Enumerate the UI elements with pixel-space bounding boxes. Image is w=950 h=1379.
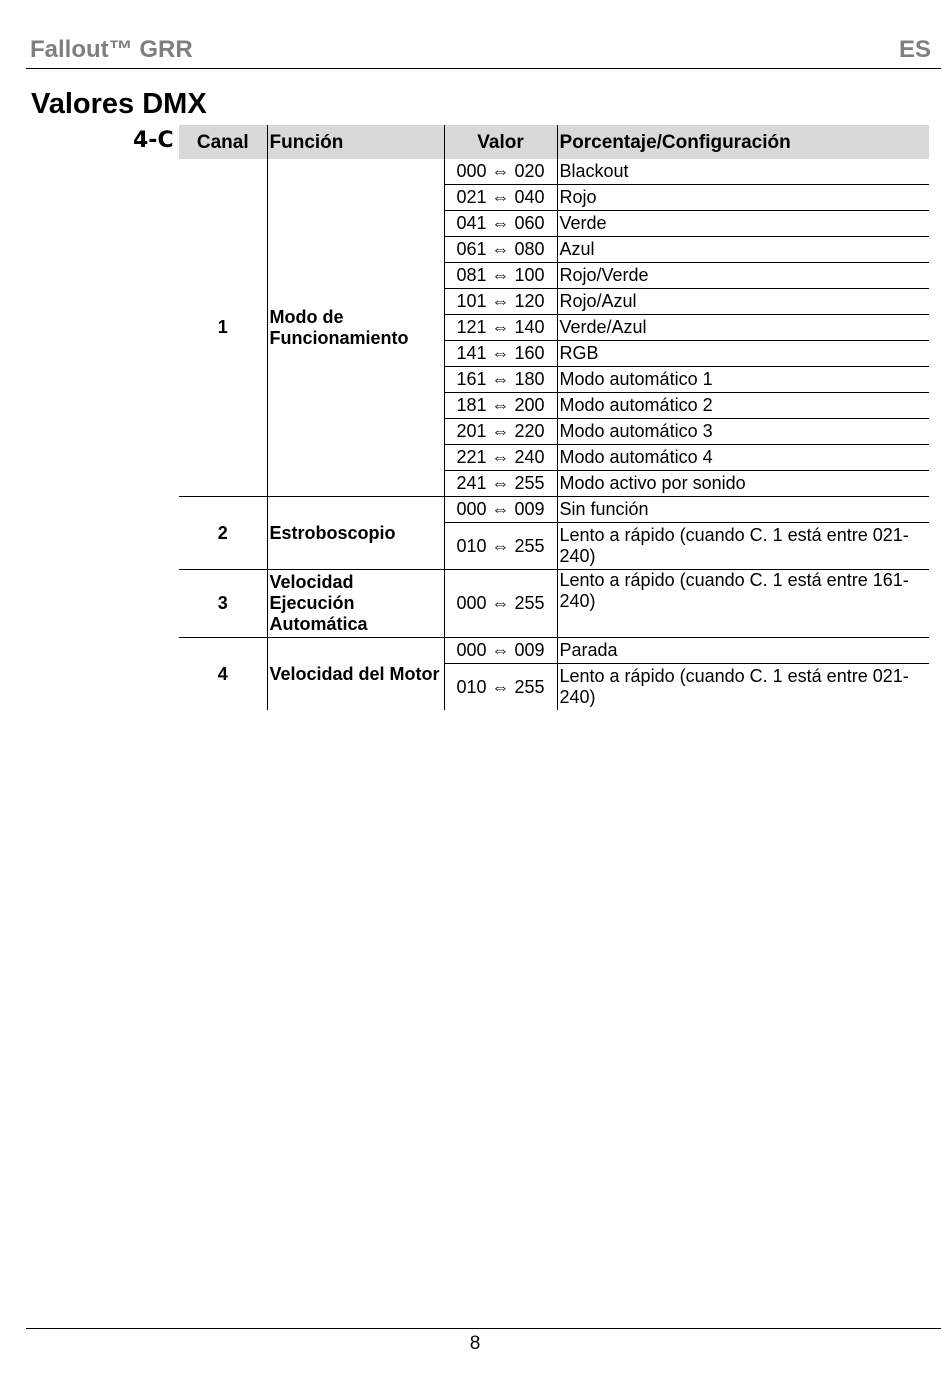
language-code: ES bbox=[898, 36, 931, 63]
config-cell: RGB bbox=[557, 341, 929, 367]
value-cell: 081 ⇔ 100 bbox=[444, 263, 557, 289]
value-cell: 221 ⇔ 240 bbox=[444, 445, 557, 471]
value-cell: 021 ⇔ 040 bbox=[444, 185, 557, 211]
function-cell: Velocidad Ejecución Automática bbox=[267, 570, 444, 638]
config-cell: Lento a rápido (cuando C. 1 está entre 021-240) bbox=[557, 664, 929, 711]
config-cell: Modo automático 4 bbox=[557, 445, 929, 471]
config-cell: Lento a rápido (cuando C. 1 está entre 021-240) bbox=[557, 523, 929, 570]
config-cell: Modo automático 2 bbox=[557, 393, 929, 419]
value-cell: 000 ⇔ 009 bbox=[444, 638, 557, 664]
value-cell: 010 ⇔ 255 bbox=[444, 664, 557, 711]
table-row bbox=[179, 497, 929, 523]
config-cell: Rojo/Azul bbox=[557, 289, 929, 315]
channel-cell: 2 bbox=[179, 497, 267, 570]
page-number: 8 bbox=[469, 1333, 481, 1354]
function-cell: Velocidad del Motor bbox=[267, 638, 444, 711]
function-cell: Estroboscopio bbox=[267, 497, 444, 570]
value-cell: 000 ⇔ 020 bbox=[444, 159, 557, 185]
function-cell: Modo de Funcionamiento bbox=[267, 159, 444, 497]
mode-label: 4-C bbox=[133, 128, 174, 153]
header-function: Función bbox=[267, 125, 444, 159]
value-cell: 241 ⇔ 255 bbox=[444, 471, 557, 497]
config-cell: Verde bbox=[557, 211, 929, 237]
channel-cell: 4 bbox=[217, 663, 228, 684]
config-cell: Parada bbox=[557, 638, 929, 664]
config-cell: Modo activo por sonido bbox=[557, 471, 929, 497]
product-name: Fallout™ GRR bbox=[30, 36, 193, 63]
value-cell: 161 ⇔ 180 bbox=[444, 367, 557, 393]
value-cell: 101 ⇔ 120 bbox=[444, 289, 557, 315]
config-cell: Modo automático 3 bbox=[557, 419, 929, 445]
table-row bbox=[179, 638, 929, 664]
channel-cell: 3 bbox=[179, 570, 267, 638]
value-cell: 121 ⇔ 140 bbox=[444, 315, 557, 341]
page-header bbox=[26, 30, 941, 69]
header-value: Valor bbox=[444, 125, 557, 159]
config-cell: Modo automático 1 bbox=[557, 367, 929, 393]
config-cell: Azul bbox=[557, 237, 929, 263]
config-cell: Lento a rápido (cuando C. 1 está entre 161-240) bbox=[557, 570, 929, 638]
config-cell: Verde/Azul bbox=[557, 315, 929, 341]
value-cell: 010 ⇔ 255 bbox=[444, 523, 557, 570]
value-cell: 181 ⇔ 200 bbox=[444, 393, 557, 419]
table-header-row bbox=[179, 125, 929, 159]
header-channel: Canal bbox=[179, 125, 267, 159]
value-cell: 041 ⇔ 060 bbox=[444, 211, 557, 237]
header-config: Porcentaje/Configuración bbox=[557, 125, 929, 159]
value-cell: 000 ⇔ 009 bbox=[444, 497, 557, 523]
channel-cell: 1 bbox=[179, 159, 267, 497]
footer-divider bbox=[26, 1328, 941, 1329]
section-title: Valores DMX bbox=[31, 88, 207, 120]
dmx-values-table bbox=[179, 125, 929, 710]
value-cell: 000 ⇔ 255 bbox=[444, 570, 557, 638]
table-row bbox=[179, 159, 929, 185]
value-cell: 201 ⇔ 220 bbox=[444, 419, 557, 445]
config-cell: Sin función bbox=[557, 497, 929, 523]
config-cell: Blackout bbox=[557, 159, 929, 185]
value-cell: 061 ⇔ 080 bbox=[444, 237, 557, 263]
table-row bbox=[179, 570, 929, 638]
value-cell: 141 ⇔ 160 bbox=[444, 341, 557, 367]
config-cell: Rojo bbox=[557, 185, 929, 211]
config-cell: Rojo/Verde bbox=[557, 263, 929, 289]
